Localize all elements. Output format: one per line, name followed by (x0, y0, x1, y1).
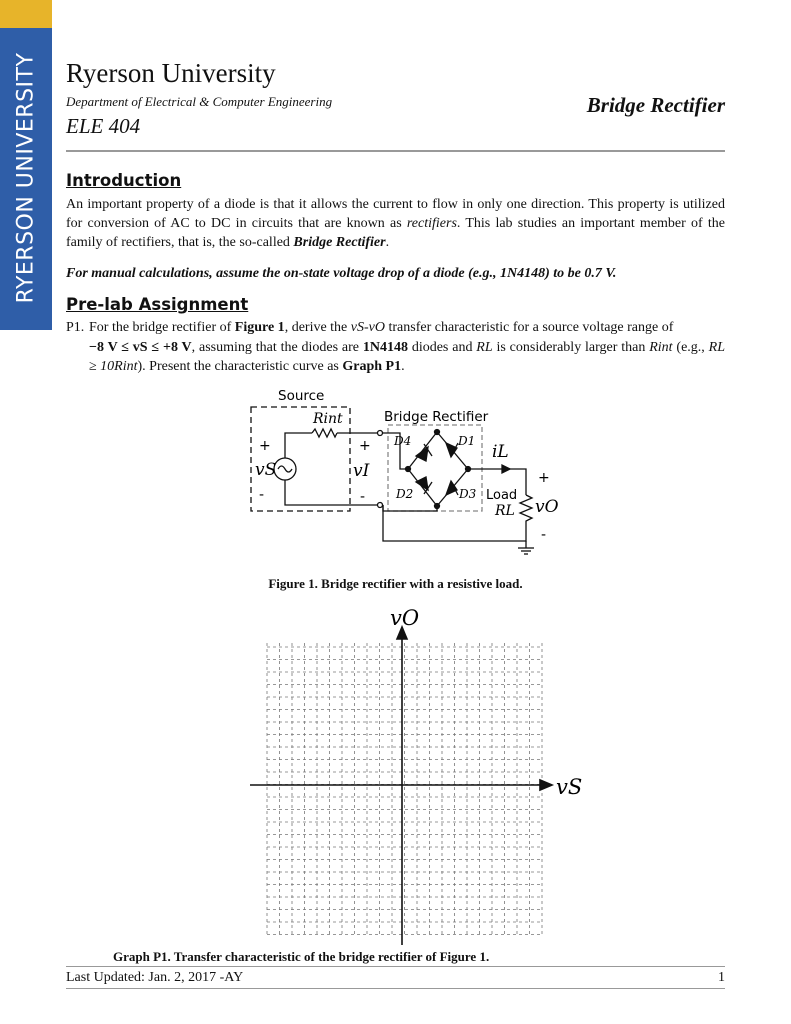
header-divider (66, 150, 725, 152)
bridge-rectifier-circuit (240, 385, 570, 565)
transfer-characteristic-graph (250, 605, 590, 945)
prelab-heading: Pre-lab Assignment (66, 295, 249, 314)
rint-label: Rint (313, 411, 343, 427)
figure1-caption: Figure 1. Bridge rectifier with a resistive load. (268, 576, 523, 591)
vi-minus: - (360, 489, 366, 505)
load-resistor (520, 495, 532, 528)
graph-x-label: vS (556, 775, 583, 799)
load-label: Load (486, 488, 518, 503)
vo-label: vO (535, 497, 559, 517)
source-minus: - (259, 487, 265, 503)
graph-caption: Graph P1. Transfer characteristic of the bridge rectifier of Figure 1. (113, 949, 490, 964)
department-name: Department of Electrical & Computer Engineering (66, 94, 333, 109)
il-arrow-icon (502, 465, 510, 473)
d3-label: D3 (459, 487, 477, 501)
university-sidebar (0, 0, 52, 330)
diode-d4-icon (416, 444, 432, 461)
rint-resistor (312, 429, 337, 437)
vi-label: vI (353, 461, 370, 481)
introduction-heading: Introduction (66, 171, 182, 190)
page-number: 1 (718, 970, 725, 985)
graph-y-label: vO (390, 606, 420, 630)
diode-d2-icon (416, 477, 432, 494)
vi-plus: + (359, 438, 371, 454)
course-code: ELE 404 (66, 114, 141, 138)
vo-plus: + (538, 470, 550, 486)
vo-minus: - (541, 527, 547, 543)
sidebar-text: RYERSON UNIVERSITY (13, 52, 39, 304)
source-plus: + (259, 438, 271, 454)
vs-label: vS (255, 460, 277, 480)
x-axis-arrow-icon (540, 780, 552, 790)
d1-label: D1 (458, 434, 476, 448)
document-title: Bridge Rectifier (586, 93, 725, 117)
university-name: Ryerson University (66, 58, 276, 88)
source-label: Source (278, 388, 325, 404)
bridge-label: Bridge Rectifier (384, 409, 489, 425)
footer-bottom-rule (66, 988, 725, 989)
prelab-question-p1: P1. For the bridge rectifier of Figure 1, derive the vS-vO transfer characteristic for a source voltage range of −8 V ≤ vS ≤ +8 V, assuming that the diodes are 1N4148 diodes and RL is considerably larger than Rint (e.g., RL ≥ 10Rint). Present the characteristic curve as Graph P1. (66, 320, 725, 374)
footer-divider (66, 966, 725, 967)
il-label: iL (492, 442, 509, 462)
sidebar-gold-accent (0, 0, 52, 28)
assumption-note: For manual calculations, assume the on-state voltage drop of a diode (e.g., 1N4148) to be 0.7 V. (66, 266, 617, 281)
rl-label: RL (495, 503, 515, 519)
last-updated: Last Updated: Jan. 2, 2017 -AY (66, 970, 244, 985)
introduction-paragraph: An important property of a diode is that it allows the current to flow in only one direction. This property is utilized for conversion of AC to DC in circuits that are known as rectifiers. This lab studies an important member of the family of rectifiers, that is, the so-called Bridge Rectifier. (66, 197, 725, 250)
d4-label: D4 (394, 434, 412, 448)
d2-label: D2 (396, 487, 414, 501)
